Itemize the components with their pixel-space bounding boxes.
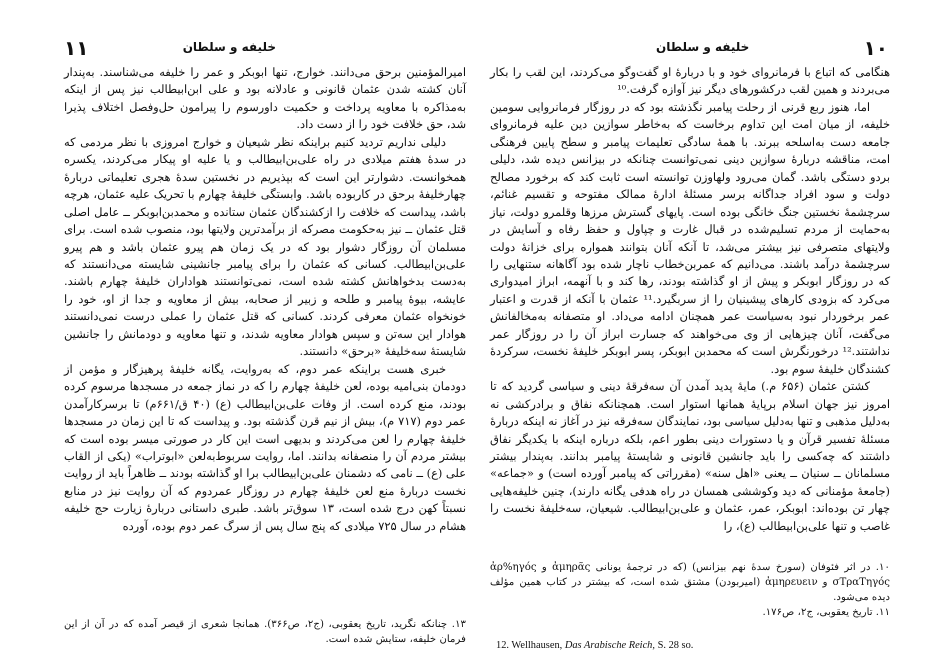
footnote-author: Wellhausen, [511,640,563,651]
paragraph: کشتن عثمان (۶۵۶ م.) مایهٔ پدید آمدن آن سه‌فرقهٔ دینی و سیاسی گردید که تا امروز نیز جهان اسلام برپایهٔ همانها استوار است. همچنانکه نفاق و برادرکشی نه به‌دلیل مذهبی و تنها به‌دلیل سیاسی بود، نمایندگان سه‌فرقه نیز در آغاز نه اینکه دربارهٔ مسئلهٔ تفسیر قرآن و یا دستورات دینی بطور اعم، بلکه درباره اینکه با یکدیگر نفاق داشتند که چه‌کسی را باید جانشین قانونی و شایستهٔ پیامبر بدانند. به‌پندار بیشتر مسلمانان ــ سنیان ــ یعنی «اهل سنه» (مقرراتی که پیامبر آورده است) و «جماعه» (جامعهٔ مؤمنانی که دید وکوششی همسان در راه هدفی یگانه دارند)، چنین خلیفه‌هایی چهار تن بوده‌اند: ابوبکر، عمر، عثمان و علی‌بن‌ابیطالب. شیعیان، سه‌خلیفهٔ نخست را غاصب و تنها علی‌بن‌ابیطالب (ع)، را [490,379,890,533]
paragraph: خبری هست براینکه عمر دوم، که به‌روایت، یگانه خلیفهٔ پرهیزگار و مؤمن از دودمان بنی‌امیه بوده، لعن خلیفهٔ چهارم را که در نماز جمعه در مسجدها مرسوم کرده بودند، منع کرده است. از وفات علی‌بن‌ابیطالب (ع) (۴۰ ق/۶۶۱م) تا برسرکارآمدن عمر دوم (۷۱۷ م)، بیش از نیم قرن گذشته بود. و پیداست که تا این زمان در مسجدها خلیفهٔ چهارم را لعن می‌کردند و بدیهی است این کار در صورتی میسر بوده است که بیشتر مردم آن را منصفانه بدانند. اما، روایت سربوط‌به‌لعن «ابوتراب» (یکی از القاب علی (ع) ــ نامی که دشمنان علی‌بن‌ابیطالب برا او گذاشته بودند ــ ظاهراً باید از روایت نخست دربارهٔ منع لعن خلیفهٔ چهارم در روزگار عمردوم که آن روایت نیز در منابع نسبتاً کهن درج شده است، ۱۳ سوق‌تر باشد. طبری داستانی دربارهٔ زیارت حج خلیفه هشام در سال ۷۲۵ میلادی که پنج سال پس از سرگ عمر دوم بوده، آورده [64,361,466,533]
footnote-number: 12. [496,640,509,651]
running-title: خلیفه و سلطان [656,40,750,54]
paragraph: هنگامی که اتباع با فرمانروای خود و با دربارهٔ او گفت‌وگو می‌کردند، این لقب را بکار می‌بردند و همین لقب درکشورهای دیگر نیز آوازه گرفت.¹⁰ [490,65,890,97]
page-number: ۱۰ [863,36,888,60]
footnote-location: S. 28 so. [657,640,694,651]
page-number: ۱۱ [64,36,89,60]
paragraph: امیرالمؤمنین برحق می‌دانند. خوارج، تنها ابوبکر و عمر را خلیفه می‌شناسند. به‌پندار آنان کشته شدن عثمان قانونی و عادلانه بود و علی ابن‌ابیطالب نیز پس از اینکه به‌مذاکره با معاویه پرداخت و حکمیت داورسوم را پیرامون حل‌وفصل اختلاف پذیرا شد، حق خلافت خود را از دست داد. [64,65,466,132]
page-header [64,36,456,60]
paragraph: دلیلی نداریم تردید کنیم براینکه نظر شیعیان و خوارج امروزی با نظر مردمی که در سدهٔ هفتم میلادی در راه علی‌بن‌ابیطالب و یا علیه او پیکار می‌کردند، یکسره همخوانست. دشوارتر این است که بپذیریم در نخستین سدهٔ هجری تعلیماتی دربارهٔ چهارخلیفهٔ برحق در کاربوده باشد. وابستگی خلیفهٔ چهارم با تحریک علیه عثمان، هرچه باشد، پیداست که خلافت را ازکشندگان عثمان ستانده و محمدبن‌ابوبکر ــ عامل اصلی قتل عثمان ــ نیز به‌حکومت مصرکه از برآمدترین ولایتها بود، منصوب شده است. برای مسلمان آن روزگار دشوار بود که در یک زمان هم پیرو عثمان باشد و هم پیرو علی‌بن‌ابیطالب. کسانی که عثمان را برای پیامبر جانشینی شایسته می‌دانستند که به‌دست بدخواهانش کشته شده است، نمی‌توانستند هواداران خلیفهٔ چهارم باشند. عایشه، بیوهٔ پیامبر و طلحه و زبیر از صحابه، بیش از معاویه و جدا از او، خود را خونخواه عثمان معرفی کردند. کسانی که قتل عثمان را عملی درست نمی‌دانستند هوادار این سه‌تن و سپس هوادار معاویه شدند، و تنها معاویه و دودمانش را جانشین شایستهٔ سه‌خلیفهٔ «برحق» دانستند. [64,134,466,359]
footnotes [64,617,466,647]
footnote: ۱۰. در اثر فئوفان (سورخ سدهٔ نهم بیزانس) (که در ترجمهٔ یونانی ἀμηρᾶς و ἀρ%ηγός σΤραΤηγός و ἀμηρευειν (امیربودن) مشتق شده است، که بیشتر در کتاب همین مؤلف دیده می‌شود. [490,562,890,603]
footnote: ۱۳. چنانکه نگرید، تاریخ یعقوبی، (ج۲، ص۳۶۶). همانجا شعری از قیصر آمده که در آن از این فرمان خلیفه، ستایش شده است. [64,619,467,645]
footnote-work-title: Das Arabische Reich, [564,640,655,651]
footnote-latin [496,640,936,651]
body-text [64,64,466,535]
footnote: ۱۱. تاریخ یعقوبی، ج۲، ص۱۷۶. [762,607,890,618]
running-title: خلیفه و سلطان [182,40,276,54]
footnotes [490,560,890,620]
paragraph: اما، هنوز ربع قرنی از رحلت پیامبر نگذشته بود که در روزگار فرمانروایی سومین خلیفه، از میان امت این تداوم برخاست که به‌خاطر سوازین دین علیه فرمانروای جامعه دست به‌اسلحه ببرند. با همهٔ سادگی تعلیمات پیامبر و سطح پایین فرهنگی امت، مناقشه دربارهٔ سوازین دینی نمی‌توانست چنانکه در بیزانس دیده شد، دلیلی بردو دستگی باشد. گمان می‌رود ولهاوزن توانسته است ثابت کند که برخورد مصالح دولت و سود افراد جداگانه برسر مسئلهٔ ادارهٔ ممالک مفتوحه و تقسیم غنائم، سرچشمهٔ نخستین جنگ خانگی بوده است. پایهای گسترش مرزها وقلمرو دولت، نیاز به‌حمایت از مردم تسلیم‌شده در قبال غارت و چپاول و حفظ رفاه و آسایش در ولایتهای متصرفی نیز بیشتر می‌شد، تا آنکه آنان بتوانند همواره برای خزانهٔ دولت سرچشمهٔ درآمد باشند. می‌دانیم که عمربن‌خطاب ناچار شده بود آگاهانه ستنهایی را که در روزگار ابوبکر و پیش از او گذاشته بودند، رها کند و با آنهمه، ابراز امیدواری می‌کرد که بزودی کارهای پیشینیان را از سربگیرد.¹¹ عثمان با آنکه از قدرت و اعتبار عمر برخوردار نبود به‌سیاست عمر همچنان ادامه می‌داد. او متصفانه به‌مخالفانش می‌گفت، آنان چیزهایی از وی می‌خواهند که جسارت ابراز آن را در روزگار عمر نداشتند.¹² درخورنگرش است که محمدبن ابوبکر، پسر ابوبکر خلیفهٔ نخست، سرکردهٔ کشندگان خلیفهٔ سوم بود. [490,99,891,376]
page-header [496,36,888,60]
body-text [490,64,890,535]
right-page [476,0,952,667]
